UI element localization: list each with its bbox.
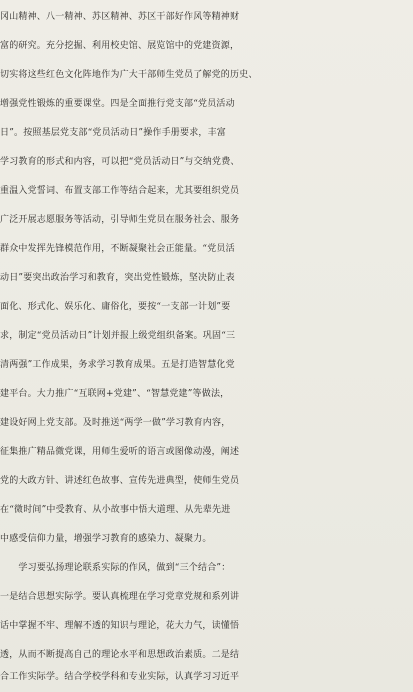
text-line: 广泛开展志愿服务等活动，引导师生党员在服务社会、服务 bbox=[0, 215, 240, 225]
text-line: 清两强”工作成果，务求学习教育成果。五是打造智慧化党 bbox=[0, 360, 235, 370]
text-line: 中感受信仰力量，增强学习教育的感染力、凝聚力。 bbox=[0, 534, 212, 544]
text-line: 建平台。大力推广“互联网+党建”、“智慧党建”等做法， bbox=[0, 389, 230, 399]
text-line: 增强党性锻炼的重要课堂。四是全面推行党支部“党员活动 bbox=[0, 99, 235, 109]
text-line: 建设好网上党支部。及时推送“两学一做”学习教育内容， bbox=[0, 418, 231, 428]
text-line: 透，从而不断提高自己的理论水平和思想政治素质。二是结 bbox=[0, 650, 240, 660]
text-line: 面化、形式化、娱乐化、庸俗化，要按“一支部一计划”要 bbox=[0, 302, 231, 312]
text-line: 重温入党誓词、布置支部工作等结合起来，尤其要组织党员 bbox=[0, 186, 240, 196]
text-line: 求，制定“党员活动日”计划并报上级党组织备案。巩固“三 bbox=[0, 331, 236, 341]
text-line: 日”。按照基层党支部“党员活动日”操作手册要求，丰富 bbox=[0, 128, 227, 138]
text-line: 合工作实际学。结合学校学科和专业实际，认真学习习近平 bbox=[0, 672, 240, 682]
text-line: 富的研究。充分挖掘、利用校史馆、展览馆中的党建资源， bbox=[0, 41, 240, 51]
text-line: 冈山精神、八一精神、苏区精神、苏区干部好作风等精神财 bbox=[0, 12, 240, 22]
text-line: 话中掌握不牢、理解不透的知识与理论，花大力气，读懂悟 bbox=[0, 621, 240, 631]
text-line: 群众中发挥先锋模范作用，不断凝聚社会正能量。“党员活 bbox=[0, 244, 235, 254]
text-line: 切实将这些红色文化阵地作为广大干部师生党员了解党的历史、 bbox=[0, 70, 258, 80]
text-line: 党的大政方针、讲述红色故事、宣传先进典型，使师生党员 bbox=[0, 476, 240, 486]
text-line: 征集推广精品微党课，用师生爱听的语言或图像动漫，阐述 bbox=[0, 447, 240, 457]
text-line: 在“微时间”中受教育、从小故事中悟大道理、从先辈先进 bbox=[0, 505, 231, 515]
text-line: 动日”要突出政治学习和教育，突出党性锻炼，坚决防止表 bbox=[0, 273, 235, 283]
text-line: 学习教育的形式和内容，可以把“党员活动日”与交纳党费、 bbox=[0, 157, 240, 167]
paragraph-start-line: 学习要弘扬理论联系实际的作风，做到“三个结合”： bbox=[0, 563, 231, 573]
text-line: 一是结合思想实际学。要认真梳理在学习党章党规和系列讲 bbox=[0, 592, 240, 602]
